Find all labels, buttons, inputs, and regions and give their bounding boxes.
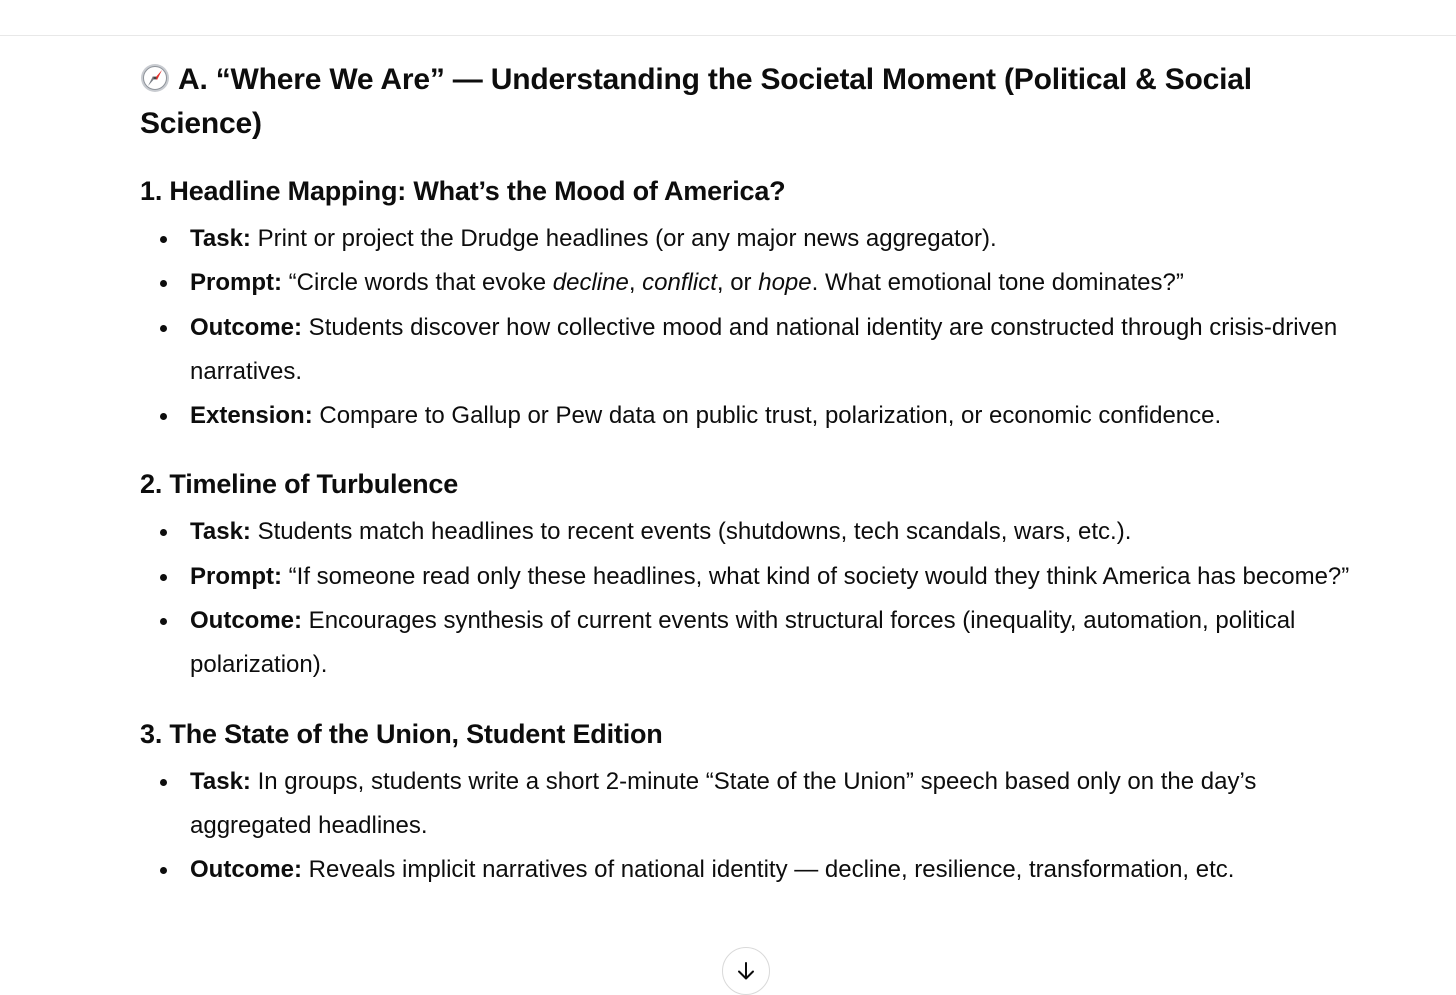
item-label: Outcome: (190, 607, 303, 635)
top-bar (0, 0, 1456, 36)
item-text: Print or project the Drudge headlines (or any major news aggregator). (250, 225, 997, 252)
item-label: Extension: (190, 402, 313, 430)
compass-icon (140, 63, 170, 93)
list-item (140, 848, 1360, 892)
item-text: Compare to Gallup or Pew data on public trust, polarization, or economic confidence. (312, 402, 1222, 430)
item-text-part: , or (716, 269, 759, 297)
message-content (140, 58, 1360, 893)
item-text: Encourages synthesis of current events with structural forces (inequality, automation, political polarization). (190, 607, 1296, 679)
list-item (140, 760, 1360, 849)
item-text: Reveals implicit narratives of national identity — decline, resilience, transformation, etc. (302, 856, 1235, 884)
item-label: Task: (190, 767, 251, 795)
item-text-part: . What emotional tone dominates?” (811, 269, 1184, 297)
subsection-list (140, 217, 1360, 438)
item-text-emphasis: hope (758, 269, 812, 297)
subsection-title: 3. The State of the Union, Student Edition (140, 718, 663, 749)
item-label: Prompt: (190, 562, 282, 590)
subsection-title: 1. Headline Mapping: What’s the Mood of America? (140, 176, 786, 206)
list-item (140, 306, 1360, 395)
subsection-list (140, 760, 1360, 893)
scroll-to-bottom-button[interactable] (722, 947, 770, 995)
item-label: Outcome: (190, 313, 303, 341)
item-text-emphasis: decline (552, 269, 629, 297)
section-title-text: A. “Where We Are” — Understanding the Societal Moment (Political & Social Science) (140, 63, 1252, 140)
item-text: Students match headlines to recent events (shutdowns, tech scandals, wars, etc.). (250, 518, 1132, 546)
item-text-emphasis: conflict (642, 269, 717, 297)
subsection-title: 2. Timeline of Turbulence (140, 469, 459, 500)
list-item (140, 261, 1360, 305)
list-item (140, 217, 1360, 261)
list-item (140, 599, 1360, 688)
item-text-part: “Circle words that evoke (282, 269, 553, 297)
arrow-down-icon (734, 959, 758, 983)
list-item (140, 510, 1360, 554)
item-label: Task: (190, 518, 251, 546)
subsection-list (140, 510, 1360, 687)
item-text: “If someone read only these headlines, what kind of society would they think America has become?” (282, 562, 1350, 590)
item-text: Students discover how collective mood and national identity are constructed through crisis-driven narratives. (190, 313, 1338, 385)
section-title (140, 58, 1360, 146)
item-text-part: , (628, 269, 643, 297)
list-item (140, 555, 1360, 599)
item-label: Task: (190, 225, 251, 252)
list-item (140, 394, 1360, 438)
item-text: In groups, students write a short 2-minute “State of the Union” speech based only on the day’s aggregated headlines. (190, 767, 1257, 839)
item-label: Outcome: (190, 856, 303, 884)
item-label: Prompt: (190, 269, 282, 297)
